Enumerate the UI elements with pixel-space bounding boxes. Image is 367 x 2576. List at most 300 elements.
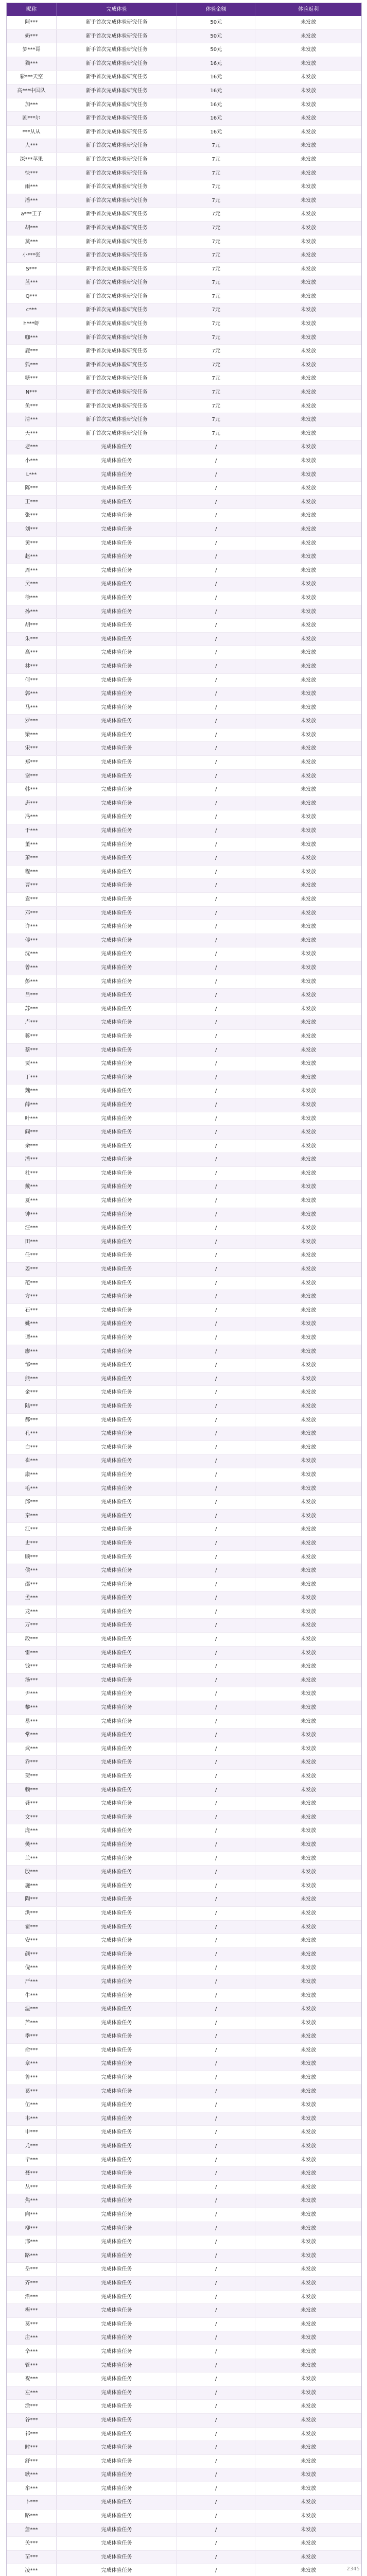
cell-amount: / xyxy=(177,1084,255,1098)
table-row xyxy=(7,522,361,536)
table-row xyxy=(7,824,361,838)
cell-task: 完成体验任务 xyxy=(57,879,177,893)
cell-rebate: 未发放 xyxy=(255,1975,361,1989)
cell-rebate: 未发放 xyxy=(255,728,361,742)
cell-amount: / xyxy=(177,1345,255,1359)
cell-task: 完成体验任务 xyxy=(57,1208,177,1222)
cell-amount: / xyxy=(177,2427,255,2441)
cell-rebate: 未发放 xyxy=(255,2317,361,2331)
cell-amount: 7元 xyxy=(177,358,255,372)
table-row xyxy=(7,1906,361,1920)
cell-task: 新手首次完成体验研究任务 xyxy=(57,194,177,208)
cell-task: 完成体验任务 xyxy=(57,1715,177,1728)
cell-amount: / xyxy=(177,2112,255,2126)
table-row xyxy=(7,2043,361,2057)
cell-amount: / xyxy=(177,865,255,879)
cell-task: 完成体验任务 xyxy=(57,2400,177,2414)
cell-task: 完成体验任务 xyxy=(57,1071,177,1084)
cell-amount: / xyxy=(177,1303,255,1317)
cell-amount: / xyxy=(177,1879,255,1893)
cell-nickname: 鱼*** xyxy=(7,399,57,413)
table-row xyxy=(7,1852,361,1866)
cell-rebate: 未发放 xyxy=(255,2263,361,2277)
cell-amount: / xyxy=(177,879,255,893)
cell-task: 完成体验任务 xyxy=(57,2208,177,2222)
table-row xyxy=(7,1317,361,1331)
table-row xyxy=(7,2222,361,2235)
table-row xyxy=(7,399,361,413)
cell-nickname: 秦*** xyxy=(7,1509,57,1523)
table-row xyxy=(7,659,361,673)
cell-task: 完成体验任务 xyxy=(57,852,177,866)
table-row xyxy=(7,2235,361,2249)
cell-amount: / xyxy=(177,1824,255,1838)
cell-nickname: 乔*** xyxy=(7,1756,57,1770)
cell-nickname: 鲁*** xyxy=(7,2071,57,2085)
cell-task: 完成体验任务 xyxy=(57,2126,177,2140)
table-row xyxy=(7,57,361,71)
cell-amount: 7元 xyxy=(177,303,255,317)
cell-amount: / xyxy=(177,1290,255,1304)
cell-rebate: 未发放 xyxy=(255,550,361,564)
cell-task: 完成体验任务 xyxy=(57,1372,177,1386)
table-row xyxy=(7,2167,361,2181)
table-row xyxy=(7,2003,361,2016)
table-row xyxy=(7,2482,361,2496)
cell-task: 完成体验任务 xyxy=(57,2263,177,2277)
cell-task: 完成体验任务 xyxy=(57,1098,177,1112)
cell-nickname: 崔*** xyxy=(7,1454,57,1468)
cell-rebate: 未发放 xyxy=(255,1578,361,1591)
cell-task: 完成体验任务 xyxy=(57,742,177,756)
cell-nickname: 吕*** xyxy=(7,989,57,1003)
cell-task: 完成体验任务 xyxy=(57,1536,177,1550)
table-row xyxy=(7,550,361,564)
cell-nickname: 兰*** xyxy=(7,1852,57,1866)
cell-rebate: 未发放 xyxy=(255,1591,361,1605)
cell-task: 完成体验任务 xyxy=(57,2468,177,2482)
cell-nickname: 温*** xyxy=(7,2003,57,2016)
cell-amount: / xyxy=(177,687,255,701)
cell-task: 完成体验任务 xyxy=(57,1057,177,1071)
cell-amount: 7元 xyxy=(177,427,255,440)
cell-nickname: 袁*** xyxy=(7,893,57,907)
table-row xyxy=(7,1619,361,1633)
table-row xyxy=(7,2071,361,2085)
cell-amount: / xyxy=(177,1866,255,1879)
cell-nickname: 薛*** xyxy=(7,1098,57,1112)
table-row xyxy=(7,1509,361,1523)
cell-rebate: 未发放 xyxy=(255,2537,361,2551)
cell-task: 完成体验任务 xyxy=(57,2140,177,2154)
cell-rebate: 未发放 xyxy=(255,1084,361,1098)
cell-task: 完成体验任务 xyxy=(57,495,177,509)
cell-nickname: 冯*** xyxy=(7,810,57,824)
cell-amount: / xyxy=(177,1701,255,1715)
cell-rebate: 未发放 xyxy=(255,659,361,673)
cell-rebate: 未发放 xyxy=(255,98,361,112)
cell-nickname: 路*** xyxy=(7,2510,57,2523)
table-row xyxy=(7,1824,361,1838)
cell-rebate: 未发放 xyxy=(255,1523,361,1537)
cell-nickname: 戴*** xyxy=(7,1180,57,1194)
cell-nickname: 舒*** xyxy=(7,2454,57,2468)
cell-nickname: 凌*** xyxy=(7,2564,57,2576)
cell-task: 完成体验任务 xyxy=(57,1454,177,1468)
cell-task: 完成体验任务 xyxy=(57,2564,177,2576)
table-row xyxy=(7,1276,361,1290)
table-row xyxy=(7,262,361,276)
cell-rebate: 未发放 xyxy=(255,1153,361,1167)
cell-amount: / xyxy=(177,495,255,509)
cell-rebate: 未发放 xyxy=(255,1687,361,1701)
cell-amount: / xyxy=(177,1098,255,1112)
table-row xyxy=(7,2030,361,2044)
cell-rebate: 未发放 xyxy=(255,125,361,139)
cell-nickname: 魏*** xyxy=(7,1084,57,1098)
table-row xyxy=(7,1345,361,1359)
cell-rebate: 未发放 xyxy=(255,2222,361,2235)
cell-amount: 16元 xyxy=(177,112,255,126)
cell-nickname: 郑*** xyxy=(7,756,57,770)
cell-rebate: 未发放 xyxy=(255,564,361,578)
cell-nickname: 赖*** xyxy=(7,1783,57,1797)
cell-amount: / xyxy=(177,2263,255,2277)
cell-nickname: 尹*** xyxy=(7,1687,57,1701)
cell-amount: / xyxy=(177,2249,255,2263)
cell-nickname: 加*** xyxy=(7,98,57,112)
cell-task: 完成体验任务 xyxy=(57,1523,177,1537)
cell-task: 新手首次完成体验研究任务 xyxy=(57,71,177,84)
table-row xyxy=(7,673,361,687)
cell-task: 完成体验任务 xyxy=(57,2359,177,2372)
cell-rebate: 未发放 xyxy=(255,619,361,633)
cell-rebate: 未发放 xyxy=(255,1906,361,1920)
cell-nickname: 张*** xyxy=(7,509,57,523)
cell-rebate: 未发放 xyxy=(255,468,361,482)
table-row xyxy=(7,1454,361,1468)
cell-task: 新手首次完成体验研究任务 xyxy=(57,399,177,413)
table-row xyxy=(7,331,361,345)
cell-task: 完成体验任务 xyxy=(57,865,177,879)
cell-rebate: 未发放 xyxy=(255,1112,361,1126)
cell-amount: / xyxy=(177,522,255,536)
table-row xyxy=(7,920,361,934)
cell-nickname: 余*** xyxy=(7,1139,57,1153)
cell-rebate: 未发放 xyxy=(255,2564,361,2576)
table-row xyxy=(7,2194,361,2208)
cell-nickname: 唐*** xyxy=(7,796,57,810)
cell-amount: / xyxy=(177,1153,255,1167)
rebate-record-table-frame xyxy=(6,3,362,2576)
cell-rebate: 未发放 xyxy=(255,1879,361,1893)
table-row xyxy=(7,2454,361,2468)
cell-nickname: 路*** xyxy=(7,2249,57,2263)
cell-rebate: 未发放 xyxy=(255,632,361,646)
cell-nickname: 快*** xyxy=(7,166,57,180)
cell-rebate: 未发放 xyxy=(255,1810,361,1824)
table-row xyxy=(7,112,361,126)
cell-nickname: 贺*** xyxy=(7,1770,57,1784)
cell-task: 完成体验任务 xyxy=(57,2523,177,2537)
cell-rebate: 未发放 xyxy=(255,2276,361,2290)
cell-task: 完成体验任务 xyxy=(57,1824,177,1838)
cell-nickname: 田*** xyxy=(7,1235,57,1249)
cell-task: 完成体验任务 xyxy=(57,2043,177,2057)
table-row xyxy=(7,139,361,153)
cell-amount: / xyxy=(177,2098,255,2112)
cell-nickname: ***从从 xyxy=(7,125,57,139)
cell-task: 完成体验任务 xyxy=(57,659,177,673)
cell-nickname: 顾*** xyxy=(7,1550,57,1564)
table-row xyxy=(7,989,361,1003)
cell-nickname: 黄*** xyxy=(7,536,57,550)
cell-amount: / xyxy=(177,659,255,673)
cell-nickname: 严*** xyxy=(7,1975,57,1989)
cell-rebate: 未发放 xyxy=(255,2454,361,2468)
cell-amount: / xyxy=(177,2413,255,2427)
cell-rebate: 未发放 xyxy=(255,2153,361,2167)
table-row xyxy=(7,1482,361,1496)
cell-rebate: 未发放 xyxy=(255,2359,361,2372)
table-row xyxy=(7,16,361,29)
table-row xyxy=(7,852,361,866)
table-row xyxy=(7,605,361,619)
cell-task: 新手首次完成体验研究任务 xyxy=(57,125,177,139)
cell-task: 新手首次完成体验研究任务 xyxy=(57,427,177,440)
cell-task: 新手首次完成体验研究任务 xyxy=(57,262,177,276)
cell-nickname: 阿*** xyxy=(7,16,57,29)
cell-rebate: 未发放 xyxy=(255,2523,361,2537)
cell-amount: 7元 xyxy=(177,180,255,194)
table-row xyxy=(7,1331,361,1345)
cell-amount: / xyxy=(177,1057,255,1071)
cell-nickname: 易*** xyxy=(7,1715,57,1728)
cell-nickname: 岳*** xyxy=(7,2263,57,2277)
cell-nickname: 沈*** xyxy=(7,947,57,961)
table-row xyxy=(7,2057,361,2071)
table-row xyxy=(7,290,361,303)
cell-task: 完成体验任务 xyxy=(57,1742,177,1756)
table-row xyxy=(7,180,361,194)
cell-nickname: 沿*** xyxy=(7,2290,57,2304)
cell-rebate: 未发放 xyxy=(255,796,361,810)
cell-amount: / xyxy=(177,1989,255,2003)
table-row xyxy=(7,2564,361,2576)
cell-nickname: 白*** xyxy=(7,1440,57,1454)
cell-amount: / xyxy=(177,1728,255,1742)
cell-nickname: 俞*** xyxy=(7,2043,57,2057)
cell-amount: / xyxy=(177,1578,255,1591)
cell-amount: / xyxy=(177,715,255,728)
cell-nickname: 康*** xyxy=(7,1468,57,1482)
table-row xyxy=(7,2126,361,2140)
cell-nickname: 雨*** xyxy=(7,180,57,194)
cell-amount: / xyxy=(177,1536,255,1550)
cell-nickname: 蒋*** xyxy=(7,1029,57,1043)
cell-nickname: 程*** xyxy=(7,865,57,879)
cell-rebate: 未发放 xyxy=(255,482,361,496)
cell-amount: / xyxy=(177,1454,255,1468)
table-row xyxy=(7,2140,361,2154)
cell-task: 完成体验任务 xyxy=(57,536,177,550)
cell-amount: / xyxy=(177,1673,255,1687)
cell-amount: / xyxy=(177,2235,255,2249)
cell-task: 完成体验任务 xyxy=(57,2235,177,2249)
table-row xyxy=(7,1263,361,1277)
cell-nickname: 清*** xyxy=(7,413,57,427)
table-row xyxy=(7,1468,361,1482)
cell-nickname: 许*** xyxy=(7,920,57,934)
table-row xyxy=(7,495,361,509)
cell-amount: / xyxy=(177,893,255,907)
cell-amount: / xyxy=(177,1975,255,1989)
cell-nickname: 老*** xyxy=(7,440,57,454)
cell-nickname: 陆*** xyxy=(7,1399,57,1413)
table-row xyxy=(7,2276,361,2290)
cell-rebate: 未发放 xyxy=(255,152,361,166)
cell-rebate: 未发放 xyxy=(255,1824,361,1838)
cell-task: 完成体验任务 xyxy=(57,2249,177,2263)
cell-nickname: 奶*** xyxy=(7,29,57,43)
cell-rebate: 未发放 xyxy=(255,1208,361,1222)
cell-rebate: 未发放 xyxy=(255,1564,361,1578)
cell-task: 完成体验任务 xyxy=(57,1879,177,1893)
table-row xyxy=(7,947,361,961)
cell-nickname: 季*** xyxy=(7,2030,57,2044)
table-row xyxy=(7,632,361,646)
cell-amount: 50元 xyxy=(177,16,255,29)
cell-nickname: 庞*** xyxy=(7,1824,57,1838)
cell-amount: / xyxy=(177,2537,255,2551)
cell-amount: 7元 xyxy=(177,331,255,345)
cell-rebate: 未发放 xyxy=(255,879,361,893)
cell-task: 完成体验任务 xyxy=(57,1194,177,1208)
cell-nickname: h***虾 xyxy=(7,317,57,331)
cell-nickname: 石*** xyxy=(7,1303,57,1317)
cell-rebate: 未发放 xyxy=(255,906,361,920)
cell-task: 完成体验任务 xyxy=(57,2454,177,2468)
cell-rebate: 未发放 xyxy=(255,1619,361,1633)
cell-task: 完成体验任务 xyxy=(57,1687,177,1701)
cell-amount: / xyxy=(177,1016,255,1030)
cell-amount: / xyxy=(177,769,255,783)
cell-rebate: 未发放 xyxy=(255,2098,361,2112)
cell-amount: / xyxy=(177,1852,255,1866)
cell-nickname: c*** xyxy=(7,303,57,317)
cell-task: 完成体验任务 xyxy=(57,509,177,523)
cell-nickname: 毕*** xyxy=(7,2153,57,2167)
cell-amount: / xyxy=(177,1783,255,1797)
table-row xyxy=(7,1756,361,1770)
cell-amount: / xyxy=(177,1317,255,1331)
table-row xyxy=(7,1728,361,1742)
table-header xyxy=(7,3,361,16)
table-row xyxy=(7,482,361,496)
table-row xyxy=(7,687,361,701)
cell-task: 完成体验任务 xyxy=(57,1701,177,1715)
cell-rebate: 未发放 xyxy=(255,1536,361,1550)
cell-rebate: 未发放 xyxy=(255,756,361,770)
cell-nickname: 尤*** xyxy=(7,2140,57,2154)
cell-rebate: 未发放 xyxy=(255,2043,361,2057)
cell-rebate: 未发放 xyxy=(255,290,361,303)
cell-task: 完成体验任务 xyxy=(57,2317,177,2331)
cell-nickname: 史*** xyxy=(7,1536,57,1550)
cell-nickname: 施*** xyxy=(7,1879,57,1893)
table-row xyxy=(7,427,361,440)
cell-nickname: 陈*** xyxy=(7,482,57,496)
cell-rebate: 未发放 xyxy=(255,769,361,783)
cell-nickname: 韦*** xyxy=(7,2112,57,2126)
cell-rebate: 未发放 xyxy=(255,701,361,715)
table-row xyxy=(7,2496,361,2510)
cell-rebate: 未发放 xyxy=(255,1386,361,1400)
cell-amount: / xyxy=(177,2564,255,2576)
cell-rebate: 未发放 xyxy=(255,1345,361,1359)
cell-rebate: 未发放 xyxy=(255,1222,361,1235)
cell-amount: 16元 xyxy=(177,84,255,98)
cell-task: 完成体验任务 xyxy=(57,1468,177,1482)
cell-task: 完成体验任务 xyxy=(57,2441,177,2455)
cell-amount: / xyxy=(177,1002,255,1016)
cell-nickname: 章*** xyxy=(7,2057,57,2071)
cell-rebate: 未发放 xyxy=(255,2194,361,2208)
cell-rebate: 未发放 xyxy=(255,139,361,153)
cell-rebate: 未发放 xyxy=(255,1071,361,1084)
cell-task: 完成体验任务 xyxy=(57,1591,177,1605)
table-row xyxy=(7,2016,361,2030)
cell-nickname: 黎*** xyxy=(7,1701,57,1715)
table-row xyxy=(7,2112,361,2126)
table-row xyxy=(7,1153,361,1167)
table-row xyxy=(7,961,361,975)
cell-nickname: 莫*** xyxy=(7,235,57,249)
cell-nickname: 曹*** xyxy=(7,879,57,893)
cell-amount: / xyxy=(177,619,255,633)
table-row xyxy=(7,1536,361,1550)
cell-nickname: 丁*** xyxy=(7,1071,57,1084)
cell-amount: 7元 xyxy=(177,221,255,235)
cell-nickname: 殷*** xyxy=(7,1866,57,1879)
cell-rebate: 未发放 xyxy=(255,578,361,591)
cell-rebate: 未发放 xyxy=(255,1852,361,1866)
table-row xyxy=(7,1961,361,1975)
cell-task: 完成体验任务 xyxy=(57,2030,177,2044)
cell-task: 完成体验任务 xyxy=(57,1906,177,1920)
cell-task: 新手首次完成体验研究任务 xyxy=(57,290,177,303)
table-row xyxy=(7,221,361,235)
cell-task: 完成体验任务 xyxy=(57,893,177,907)
cell-rebate: 未发放 xyxy=(255,646,361,660)
cell-rebate: 未发放 xyxy=(255,386,361,400)
table-row xyxy=(7,386,361,400)
cell-task: 完成体验任务 xyxy=(57,1276,177,1290)
cell-rebate: 未发放 xyxy=(255,2550,361,2564)
cell-rebate: 未发放 xyxy=(255,2441,361,2455)
cell-amount: / xyxy=(177,1934,255,1948)
cell-task: 完成体验任务 xyxy=(57,975,177,989)
cell-task: 完成体验任务 xyxy=(57,2016,177,2030)
cell-amount: / xyxy=(177,1496,255,1510)
cell-task: 新手首次完成体验研究任务 xyxy=(57,180,177,194)
cell-task: 完成体验任务 xyxy=(57,1496,177,1510)
cell-nickname: 徐*** xyxy=(7,591,57,605)
cell-task: 完成体验任务 xyxy=(57,2345,177,2359)
cell-nickname: 辛*** xyxy=(7,2345,57,2359)
cell-task: 完成体验任务 xyxy=(57,605,177,619)
table-row xyxy=(7,2249,361,2263)
